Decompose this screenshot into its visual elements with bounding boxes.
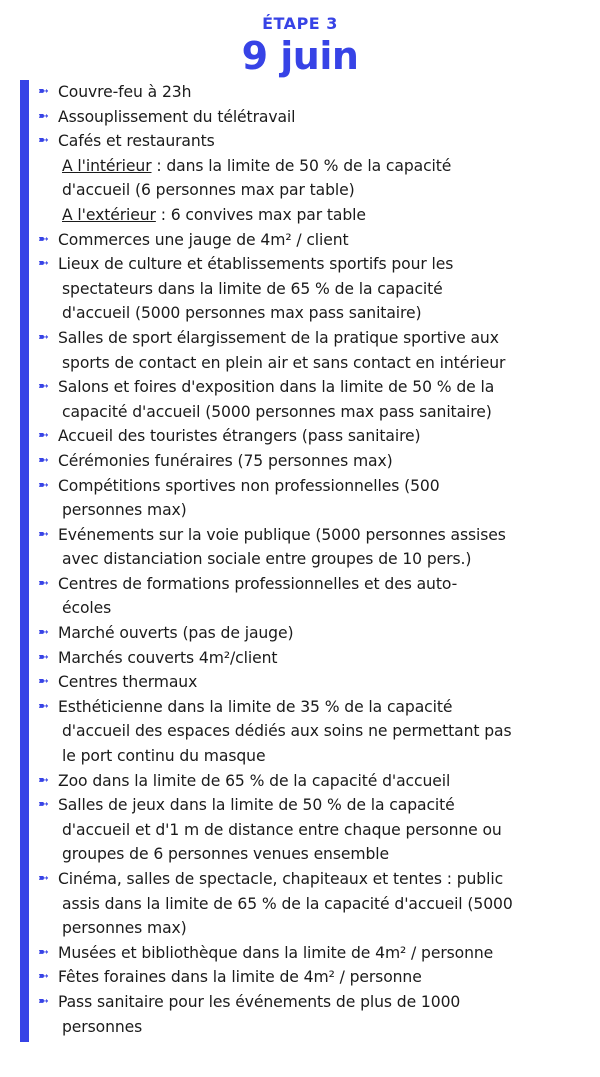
arrow-bullet-icon: ➼ [38,698,49,714]
item-text: Pass sanitaire pour les événements de plus de 1000 [58,992,461,1011]
item-text-continued: assis dans la limite de 65 % de la capacité d'accueil (5000 [62,894,513,913]
item-text-continued: le port continu du masque [62,747,266,766]
list-item [38,670,583,695]
item-text: Evénements sur la voie publique (5000 personnes assises [58,525,506,544]
item-text: Centres de formations professionnelles et des auto- [58,574,458,593]
item-text-continued: personnes [62,1017,143,1036]
arrow-bullet-icon: ➼ [38,452,49,468]
arrow-bullet-icon: ➼ [38,329,49,345]
list-item [38,793,583,867]
list-item [38,941,583,966]
interior-text-continued: d'accueil (6 personnes max par table) [62,181,355,200]
list-item [38,375,583,424]
item-text-continued: groupes de 6 personnes venues ensemble [62,845,389,864]
item-text-continued: avec distanciation sociale entre groupes de 10 pers.) [62,550,472,569]
exterior-label: A l'extérieur [62,205,156,224]
step-label: ÉTAPE 3 [262,14,338,33]
list-item [38,646,583,671]
item-text: Musées et bibliothèque dans la limite de 4m² / personne [58,943,494,962]
interior-label: A l'intérieur [62,156,152,175]
list-item [38,523,583,572]
item-text-continued: d'accueil des espaces dédiés aux soins ne permettant pas [62,722,512,741]
item-text: Compétitions sportives non professionnelles (500 [58,476,440,495]
item-text-continued: capacité d'accueil (5000 personnes max pass sanitaire) [62,402,492,421]
list-item [38,695,583,769]
list-item [38,990,583,1039]
arrow-bullet-icon: ➼ [38,379,49,395]
list-item [38,424,583,449]
arrow-bullet-icon: ➼ [38,649,49,665]
date-title: 9 juin [241,34,359,78]
arrow-bullet-icon: ➼ [38,772,49,788]
item-text: Centres thermaux [58,673,198,692]
list-item [38,80,583,105]
item-text: Marchés couverts 4m²/client [58,648,278,667]
accent-bar [20,80,29,1042]
list-item [38,965,583,990]
arrow-bullet-icon: ➼ [38,969,49,985]
item-text: Marché ouverts (pas de jauge) [58,624,294,643]
list-item [38,867,583,941]
exterior-text: : 6 convives max par table [155,205,366,224]
arrow-bullet-icon: ➼ [38,797,49,813]
arrow-bullet-icon: ➼ [38,575,49,591]
arrow-bullet-icon: ➼ [38,944,49,960]
arrow-bullet-icon: ➼ [38,625,49,641]
item-text: Salles de sport élargissement de la pratique sportive aux [58,328,499,347]
list-item [38,572,583,621]
list-item [38,449,583,474]
item-text: Cafés et restaurants [58,132,215,151]
interior-text: : dans la limite de 50 % de la capacité [151,156,452,175]
item-text: Couvre-feu à 23h [58,83,192,101]
item-text: Lieux de culture et établissements sportifs pour les [58,255,454,274]
list-item [38,474,583,523]
item-text: Cérémonies funéraires (75 personnes max) [58,451,393,470]
list-item [38,769,583,794]
item-text-continued: sports de contact en plein air et sans contact en intérieur [62,353,506,372]
arrow-bullet-icon: ➼ [38,428,49,444]
item-text: Salons et foires d'exposition dans la limite de 50 % de la [58,378,495,397]
arrow-bullet-icon: ➼ [38,477,49,493]
item-text-continued: personnes max) [62,501,187,520]
arrow-bullet-icon: ➼ [38,108,49,124]
list-item [38,252,583,326]
item-text: Cinéma, salles de spectacle, chapiteaux et tentes : public [58,870,504,888]
arrow-bullet-icon: ➼ [38,674,49,690]
item-text: Fêtes foraines dans la limite de 4m² / personne [58,968,422,987]
item-text-continued: d'accueil (5000 personnes max pass sanitaire) [62,304,422,323]
item-text: Salles de jeux dans la limite de 50 % de la capacité [58,796,455,815]
item-text-continued: personnes max) [62,919,187,938]
arrow-bullet-icon: ➼ [38,993,49,1009]
list-item [38,621,583,646]
arrow-bullet-icon: ➼ [38,526,49,542]
arrow-bullet-icon: ➼ [38,871,49,886]
item-text: Assouplissement du télétravail [58,107,296,126]
exterior-detail [58,203,583,228]
item-text: Accueil des touristes étrangers (pass sanitaire) [58,427,421,446]
item-text: Commerces une jauge de 4m² / client [58,230,349,249]
list-item [38,326,583,375]
arrow-bullet-icon: ➼ [38,256,49,272]
arrow-bullet-icon: ➼ [38,231,49,247]
arrow-bullet-icon: ➼ [38,84,49,99]
interior-detail [58,154,583,179]
item-text-continued: écoles [62,599,112,618]
list-item [38,228,583,253]
item-text: Zoo dans la limite de 65 % de la capacité d'accueil [58,771,451,790]
arrow-bullet-icon: ➼ [38,133,49,149]
item-text-continued: spectateurs dans la limite de 65 % de la capacité [62,279,443,298]
list-item [38,129,583,227]
item-text-continued: d'accueil et d'1 m de distance entre chaque personne ou [62,820,502,839]
list-item [38,105,583,130]
item-text: Esthéticienne dans la limite de 35 % de la capacité [58,697,453,716]
measures-list [38,80,583,1039]
